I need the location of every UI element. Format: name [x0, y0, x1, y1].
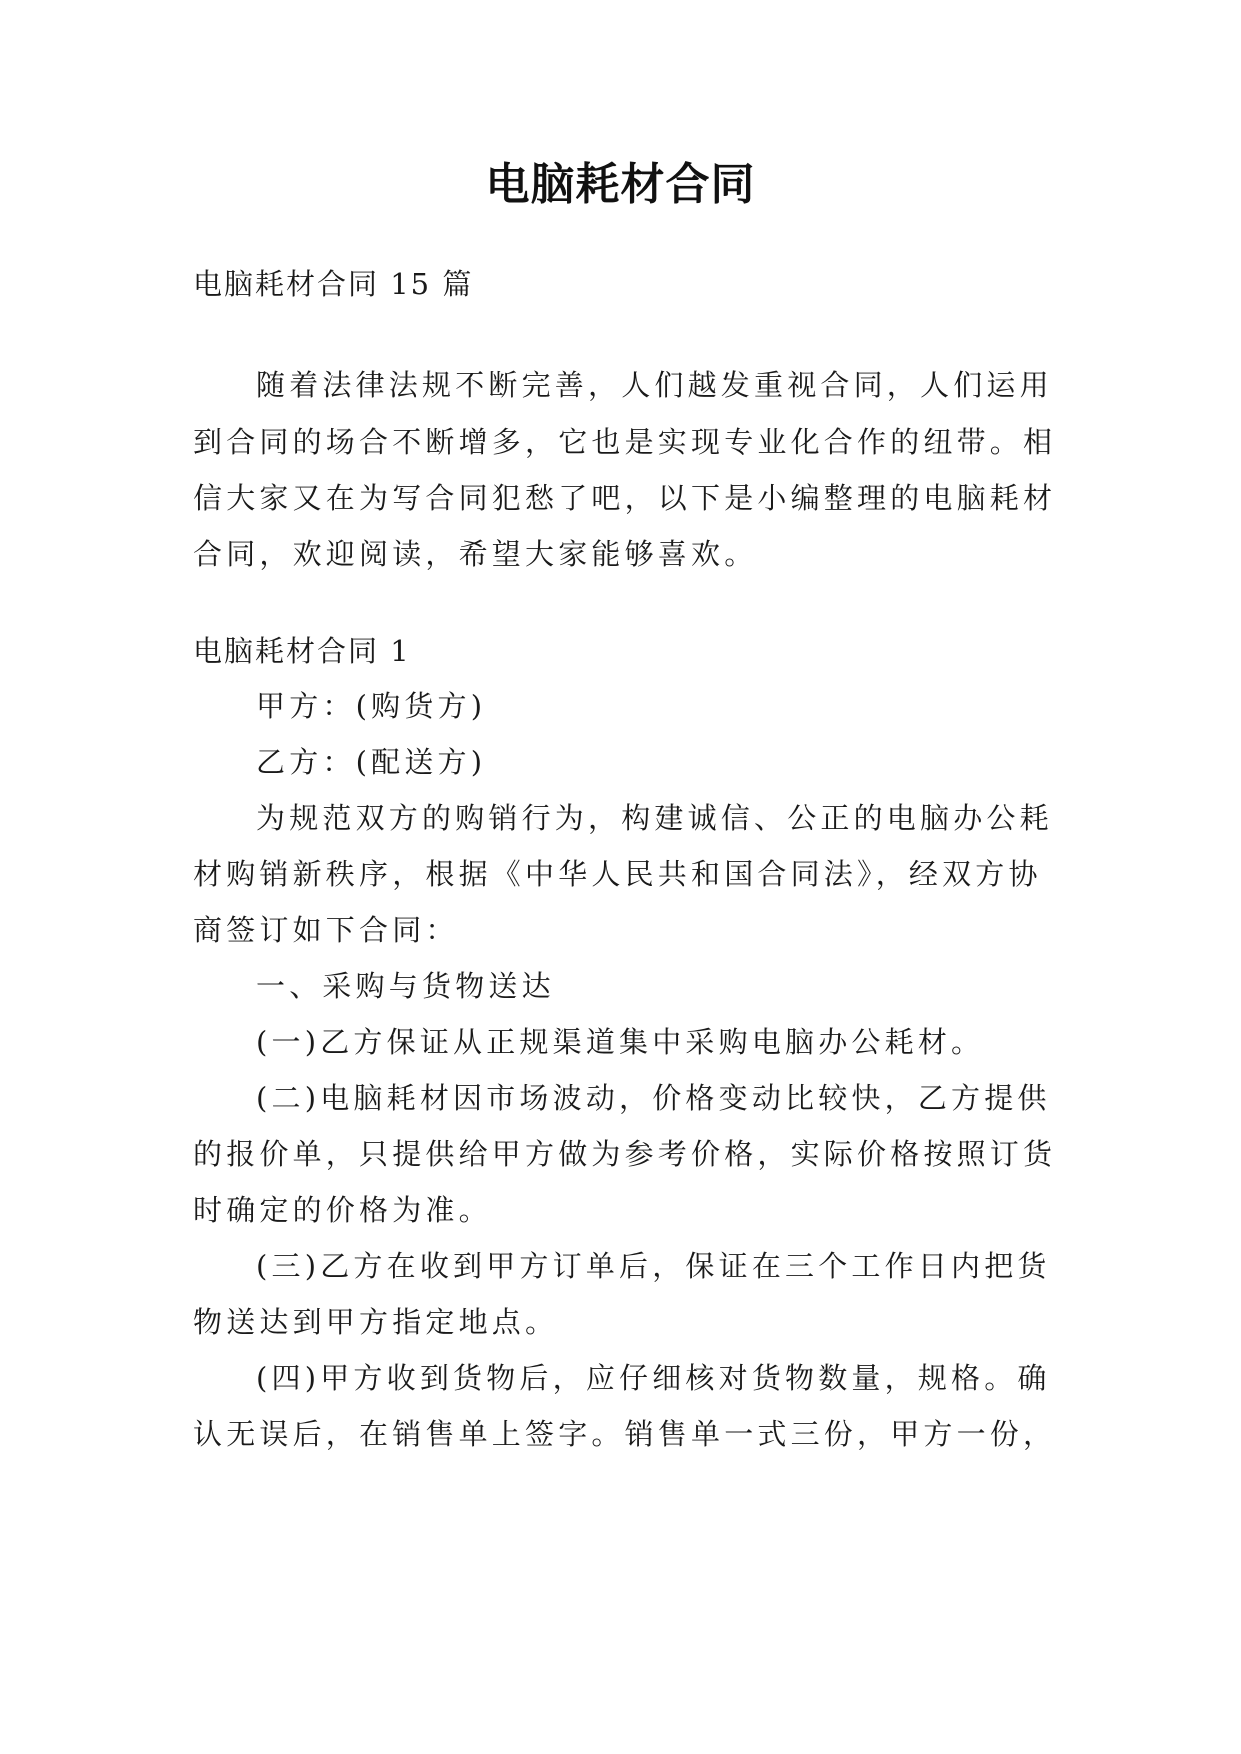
clause-1-4-line-1: (四)甲方收到货物后，应仔细核对货物数量，规格。确 — [256, 1361, 1051, 1395]
intro-line-4: 合同，欢迎阅读，希望大家能够喜欢。 — [193, 537, 758, 571]
clause-1-2-line-1: (二)电脑耗材因市场波动，价格变动比较快，乙方提供 — [256, 1081, 1051, 1115]
party-a: 甲方：(购货方) — [256, 689, 487, 723]
clause-1-2-line-2: 的报价单，只提供给甲方做为参考价格，实际价格按照订货 — [193, 1137, 1057, 1171]
clause-1-1: (一)乙方保证从正规渠道集中采购电脑办公耗材。 — [256, 1025, 985, 1059]
intro-line-1: 随着法律法规不断完善，人们越发重视合同，人们运用 — [256, 368, 1053, 402]
document-subtitle: 电脑耗材合同 15 篇 — [193, 267, 474, 301]
purpose-line-1: 为规范双方的购销行为，构建诚信、公正的电脑办公耗 — [256, 801, 1053, 835]
clause-1-4-line-2: 认无误后，在销售单上签字。销售单一式三份，甲方一份， — [193, 1417, 1057, 1451]
clause-1-2-line-3: 时确定的价格为准。 — [193, 1193, 492, 1227]
purpose-line-2: 材购销新秩序，根据《中华人民共和国合同法》，经双方协 — [193, 857, 1042, 891]
clause-1-3-line-1: (三)乙方在收到甲方订单后，保证在三个工作日内把货 — [256, 1249, 1051, 1283]
purpose-line-3: 商签订如下合同： — [193, 913, 459, 947]
section-heading: 电脑耗材合同 1 — [193, 634, 411, 668]
intro-line-2: 到合同的场合不断增多，它也是实现专业化合作的纽带。相 — [193, 425, 1057, 459]
party-b: 乙方：(配送方) — [256, 745, 487, 779]
document-title: 电脑耗材合同 — [485, 159, 756, 210]
clause-1-heading: 一、采购与货物送达 — [256, 969, 555, 1003]
clause-1-3-line-2: 物送达到甲方指定地点。 — [193, 1305, 559, 1339]
intro-line-3: 信大家又在为写合同犯愁了吧，以下是小编整理的电脑耗材 — [193, 481, 1057, 515]
